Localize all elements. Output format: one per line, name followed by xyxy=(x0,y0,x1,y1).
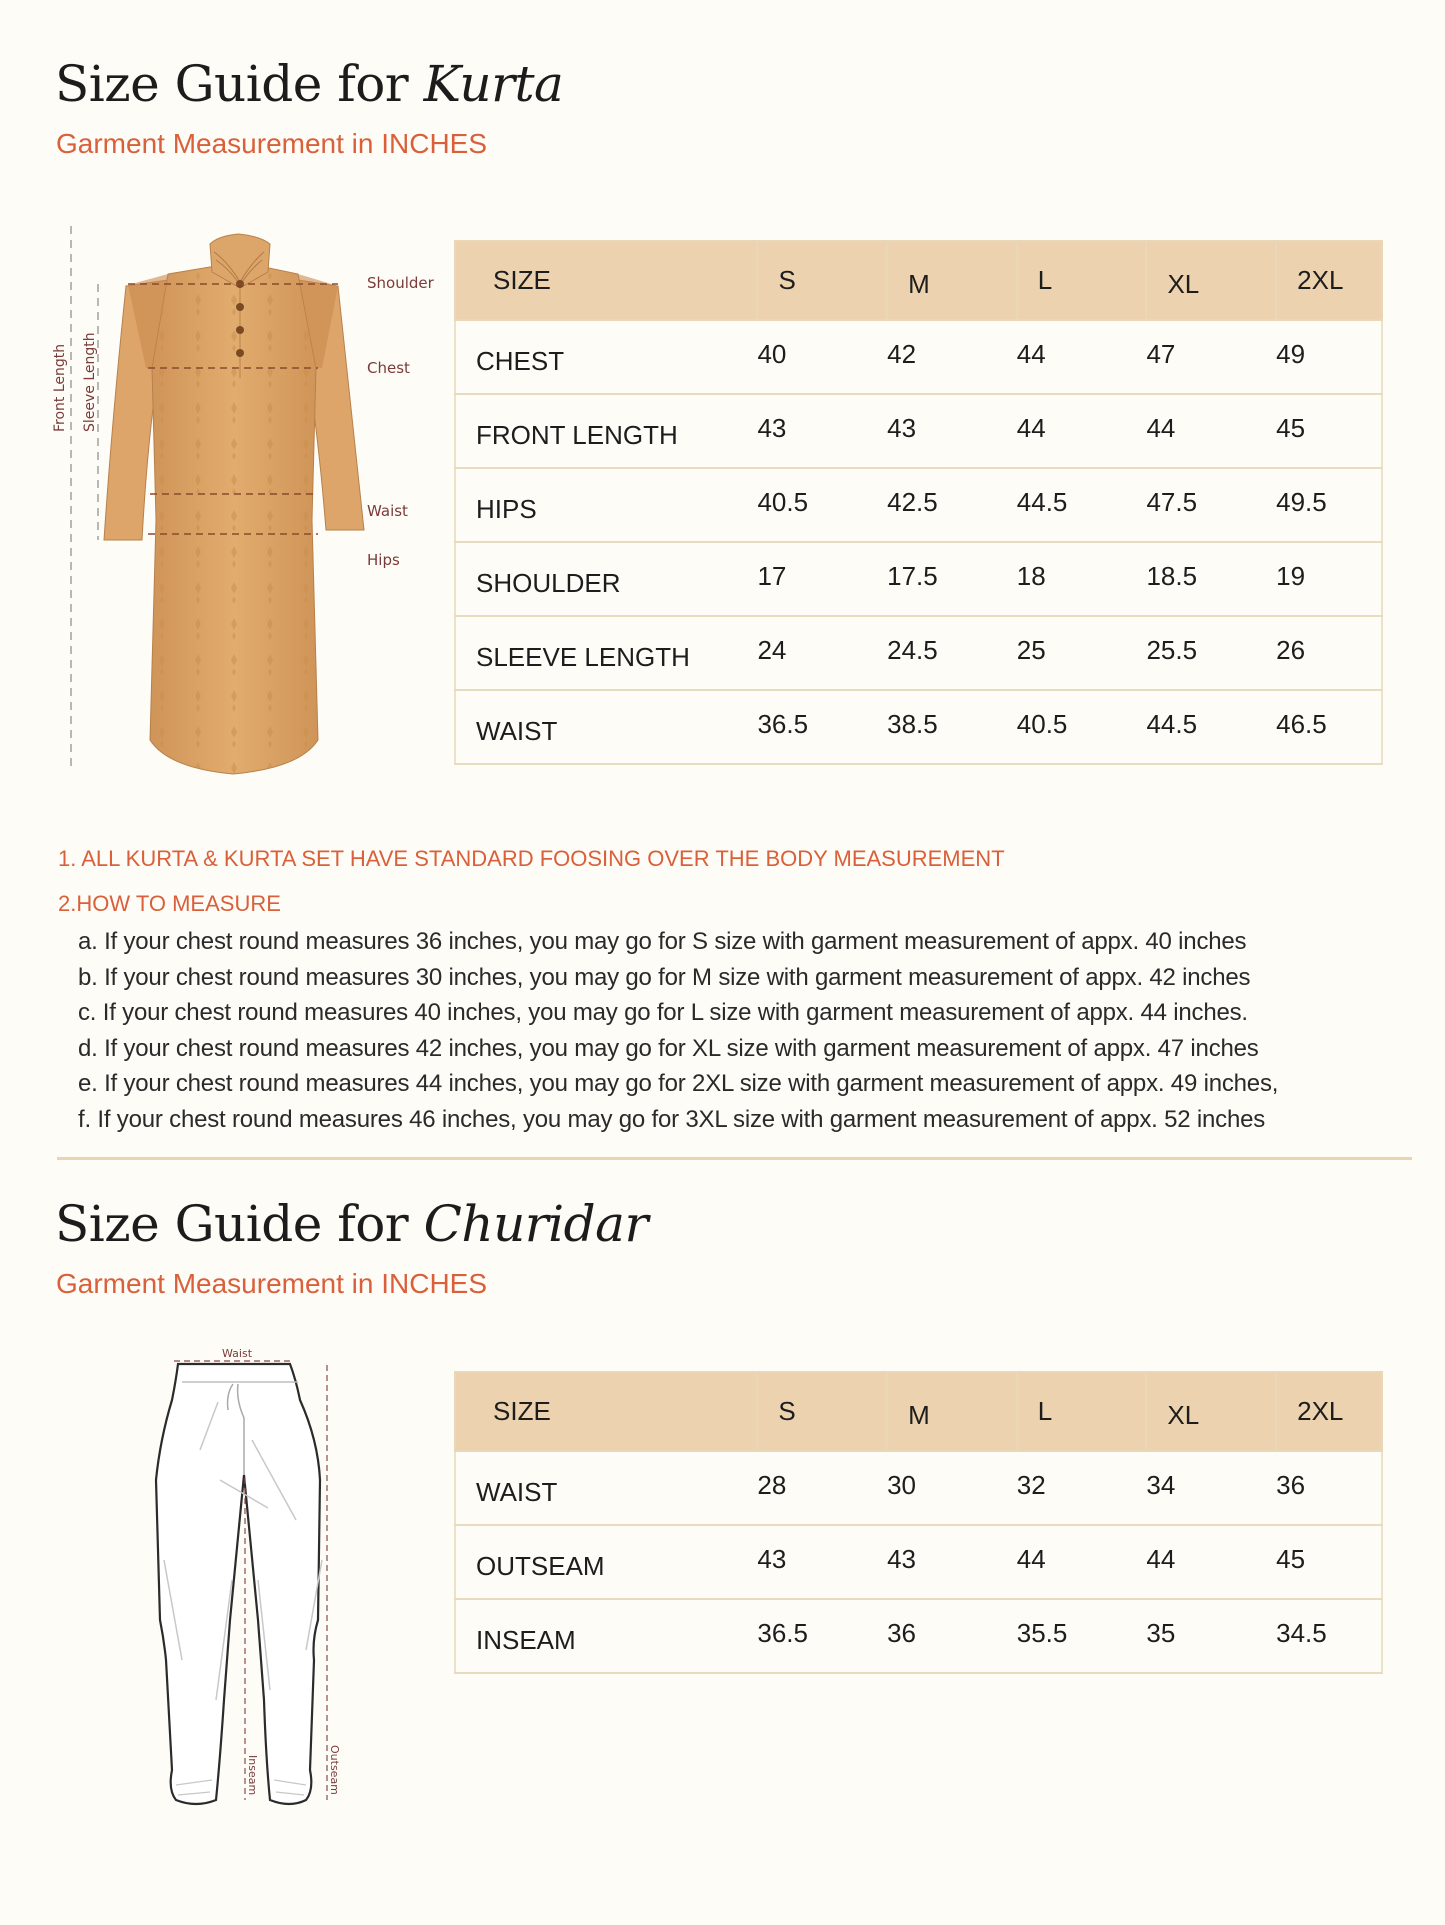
row-label: OUTSEAM xyxy=(455,1525,757,1599)
label-front-length: Front Length xyxy=(52,343,68,432)
cell-s: 28 xyxy=(757,1451,887,1525)
cell-m: 43 xyxy=(887,1525,1017,1599)
cell-2xl: 45 xyxy=(1276,394,1382,468)
row-label: HIPS xyxy=(455,468,757,542)
title-prefix: Size Guide for xyxy=(55,1195,424,1253)
cell-xl: 47.5 xyxy=(1146,468,1276,542)
cell-xl: 18.5 xyxy=(1146,542,1276,616)
cell-m: 17.5 xyxy=(887,542,1017,616)
header-m: M xyxy=(887,241,1017,320)
churidar-illustration xyxy=(130,1345,370,1905)
header-xl: XL xyxy=(1146,1372,1276,1451)
table-header-row xyxy=(455,1372,1382,1451)
cell-l: 25 xyxy=(1017,616,1147,690)
cell-s: 40 xyxy=(757,320,887,394)
label-shoulder: Shoulder xyxy=(367,274,434,292)
header-l: L xyxy=(1017,241,1147,320)
cell-s: 17 xyxy=(757,542,887,616)
row-label: INSEAM xyxy=(455,1599,757,1673)
cell-s: 43 xyxy=(757,394,887,468)
cell-l: 44 xyxy=(1017,1525,1147,1599)
cell-m: 38.5 xyxy=(887,690,1017,764)
cell-l: 44 xyxy=(1017,394,1147,468)
cell-s: 36.5 xyxy=(757,1599,887,1673)
list-item: a. If your chest round measures 36 inches, you may go for S size with garment measurement of appx. 40 inches xyxy=(78,928,1247,955)
label-hips: Hips xyxy=(367,551,400,569)
table-row xyxy=(455,468,1382,542)
cell-l: 32 xyxy=(1017,1451,1147,1525)
cell-2xl: 49.5 xyxy=(1276,468,1382,542)
cell-2xl: 49 xyxy=(1276,320,1382,394)
cell-xl: 44 xyxy=(1146,1525,1276,1599)
table-row xyxy=(455,1525,1382,1599)
table-row xyxy=(455,542,1382,616)
row-label: CHEST xyxy=(455,320,757,394)
cell-2xl: 46.5 xyxy=(1276,690,1382,764)
cell-2xl: 26 xyxy=(1276,616,1382,690)
cell-m: 36 xyxy=(887,1599,1017,1673)
cell-xl: 34 xyxy=(1146,1451,1276,1525)
cell-l: 35.5 xyxy=(1017,1599,1147,1673)
table-row xyxy=(455,320,1382,394)
row-label: FRONT LENGTH xyxy=(455,394,757,468)
label-sleeve-length: Sleeve Length xyxy=(82,332,98,432)
cell-m: 30 xyxy=(887,1451,1017,1525)
cell-l: 44.5 xyxy=(1017,468,1147,542)
header-2xl: 2XL xyxy=(1276,1372,1382,1451)
kurta-title xyxy=(55,55,563,113)
label-waist: Waist xyxy=(222,1347,253,1360)
cell-xl: 35 xyxy=(1146,1599,1276,1673)
title-emphasis: Churidar xyxy=(423,1195,648,1253)
list-item: e. If your chest round measures 44 inches, you may go for 2XL size with garment measurement of appx. 49 inches, xyxy=(78,1070,1279,1098)
cell-s: 43 xyxy=(757,1525,887,1599)
label-waist: Waist xyxy=(367,502,408,520)
table-row xyxy=(455,690,1382,764)
label-inseam: Inseam xyxy=(246,1755,259,1796)
cell-m: 42.5 xyxy=(887,468,1017,542)
cell-m: 24.5 xyxy=(887,616,1017,690)
cell-l: 18 xyxy=(1017,542,1147,616)
cell-s: 36.5 xyxy=(757,690,887,764)
row-label: SLEEVE LENGTH xyxy=(455,616,757,690)
churidar-title xyxy=(55,1195,648,1253)
title-prefix: Size Guide for xyxy=(55,55,424,113)
label-outseam: Outseam xyxy=(328,1745,341,1795)
header-2xl: 2XL xyxy=(1276,241,1382,320)
header-s: S xyxy=(757,241,887,320)
churidar-subtitle: Garment Measurement in INCHES xyxy=(56,1268,488,1299)
section-divider xyxy=(57,1157,1412,1160)
label-chest: Chest xyxy=(367,359,410,377)
kurta-subtitle: Garment Measurement in INCHES xyxy=(56,128,488,159)
cell-xl: 25.5 xyxy=(1146,616,1276,690)
table-header-row xyxy=(455,241,1382,320)
cell-l: 40.5 xyxy=(1017,690,1147,764)
row-label: WAIST xyxy=(455,690,757,764)
header-xl: XL xyxy=(1146,241,1276,320)
churidar-size-table xyxy=(454,1371,1383,1674)
header-size: SIZE xyxy=(455,241,757,320)
note-standard-foosing: 1. ALL KURTA & KURTA SET HAVE STANDARD FOOSING OVER THE BODY MEASUREMENT xyxy=(58,846,1005,871)
cell-xl: 44 xyxy=(1146,394,1276,468)
list-item: b. If your chest round measures 30 inches, you may go for M size with garment measurement of appx. 42 inches xyxy=(78,963,1251,991)
cell-xl: 47 xyxy=(1146,320,1276,394)
table-row xyxy=(455,1599,1382,1673)
table-row xyxy=(455,616,1382,690)
cell-2xl: 36 xyxy=(1276,1451,1382,1525)
header-l: L xyxy=(1017,1372,1147,1451)
header-size: SIZE xyxy=(455,1372,757,1451)
cell-xl: 44.5 xyxy=(1146,690,1276,764)
cell-m: 43 xyxy=(887,394,1017,468)
table-row xyxy=(455,1451,1382,1525)
cell-s: 24 xyxy=(757,616,887,690)
header-m: M xyxy=(887,1372,1017,1451)
measure-guide-list xyxy=(78,924,1278,1138)
list-item: c. If your chest round measures 40 inches, you may go for L size with garment measurement of appx. 44 inches. xyxy=(78,999,1248,1027)
header-s: S xyxy=(757,1372,887,1451)
cell-m: 42 xyxy=(887,320,1017,394)
cell-2xl: 45 xyxy=(1276,1525,1382,1599)
note-how-to-measure: 2.HOW TO MEASURE xyxy=(58,891,281,916)
kurta-size-table xyxy=(454,240,1383,765)
kurta-illustration xyxy=(40,220,440,795)
list-item: d. If your chest round measures 42 inches, you may go for XL size with garment measurement of appx. 47 inches xyxy=(78,1034,1259,1062)
row-label: WAIST xyxy=(455,1451,757,1525)
row-label: SHOULDER xyxy=(455,542,757,616)
table-row xyxy=(455,394,1382,468)
cell-2xl: 34.5 xyxy=(1276,1599,1382,1673)
list-item: f. If your chest round measures 46 inches, you may go for 3XL size with garment measurement of appx. 52 inches xyxy=(78,1105,1266,1133)
cell-s: 40.5 xyxy=(757,468,887,542)
title-emphasis: Kurta xyxy=(423,55,564,113)
cell-l: 44 xyxy=(1017,320,1147,394)
cell-2xl: 19 xyxy=(1276,542,1382,616)
